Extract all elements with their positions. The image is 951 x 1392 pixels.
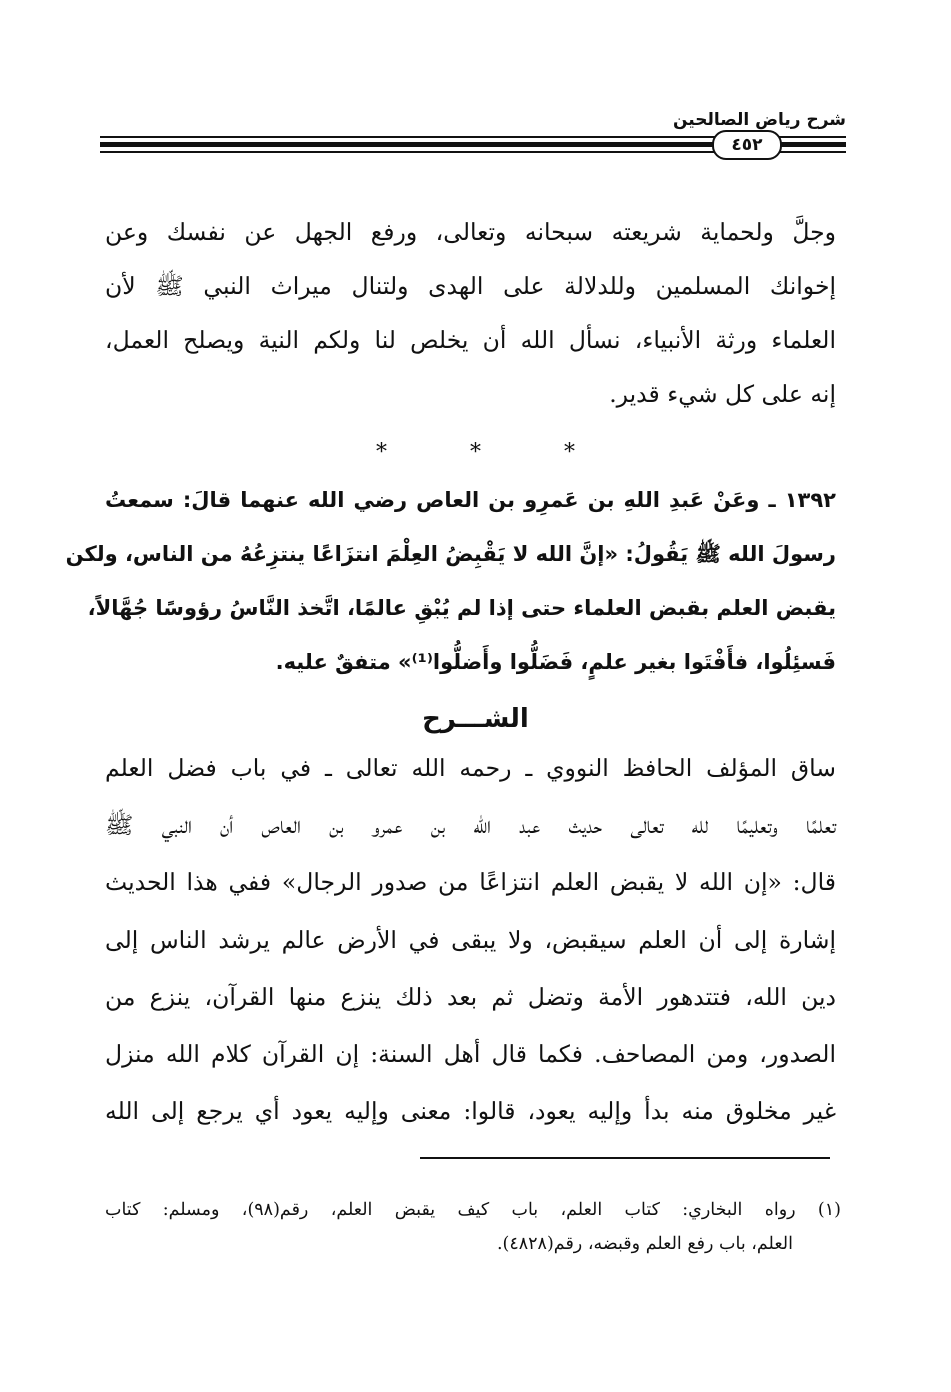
intro-paragraph: [105, 205, 836, 421]
footnote-divider: [420, 1157, 830, 1159]
footnotes: [105, 1193, 841, 1261]
text-line: ساق المؤلف الحافظ النووي ـ رحمه الله تعالى ـ في باب فضل العلم: [105, 754, 836, 782]
text-line: العلماء ورثة الأنبياء، نسأل الله أن يخلص لنا ولكم النية ويصلح العمل،: [105, 326, 836, 354]
text-line: إخوانك المسلمين وللدلالة على الهدى ولتنال ميراث النبي ﷺ لأن: [105, 272, 836, 300]
text-line: قال: «إن الله لا يقبض العلم انتزاعًا من صدور الرجال» ففي هذا الحديث: [105, 868, 836, 897]
section-heading: الشـــرح: [422, 704, 529, 734]
hadith-line: فَسئِلُوا، فأَفْتَوا بغير علمٍ، فَضَلُّوا وأَضلُّوا⁽¹⁾» متفقٌ عليه.: [275, 650, 836, 674]
footnote-line: العلم، باب رفع العلم وقبضه، رقم(٤٨٢٨).: [496, 1234, 793, 1254]
running-title: شرح رياض الصالحين: [672, 110, 846, 130]
commentary-paragraph: [105, 740, 836, 1140]
hadith-text: [65, 473, 836, 689]
page-header: [100, 110, 846, 160]
section-separator: [0, 440, 951, 465]
text-line: غير مخلوق منه بدأ وإليه يعود، قالوا: معنى وإليه يعود أي يرجع إلى الله: [105, 1097, 836, 1126]
text-line: دين الله، فتتدهور الأمة وتضل ثم بعد ذلك ينزع منها القرآن، ينزع من: [105, 982, 836, 1011]
text-line: تعلمًا وتعليمًا لله تعالى حديث عبد الله بن عمرو بن العاص أن النبي ﷺ: [105, 811, 836, 840]
footnote-line: (١) رواه البخاري: كتاب العلم، باب كيف يقبض العلم، رقم(٩٨)، ومسلم: كتاب: [105, 1200, 841, 1220]
page-number: ٤٥٢: [712, 130, 782, 160]
text-line: إنه على كل شيء قدير.: [609, 380, 836, 408]
text-line: وجلَّ ولحماية شريعته سبحانه وتعالى، ورفع الجهل عن نفسك وعن: [105, 218, 836, 246]
separator-star: *: [470, 440, 481, 465]
hadith-line: يقبض العلم بقبض العلماء حتى إذا لم يُبْقِ عالمًا، اتَّخذ النَّاسُ رؤوسًا جُهَّالاً،: [87, 596, 836, 620]
hadith-line: رسولَ الله ﷺ يَقُولُ: «إنَّ الله لا يَقْبِضُ العِلْمَ انتزَاعًا ينتزِعُهُ من الناس، ولكن: [65, 542, 836, 566]
separator-star: *: [564, 440, 575, 465]
separator-star: *: [376, 440, 387, 465]
hadith-line: ١٣٩٢ ـ وعَنْ عَبدِ اللهِ بن عَمرِو بن العاص رضي الله عنهما قالَ: سمعتُ: [105, 488, 836, 512]
text-line: الصدور، ومن المصاحف. فكما قال أهل السنة: إن القرآن كلام الله منزل: [105, 1039, 836, 1068]
text-line: إشارة إلى أن العلم سيقبض، ولا يبقى في الأرض عالم يرشد الناس إلى: [105, 925, 836, 954]
